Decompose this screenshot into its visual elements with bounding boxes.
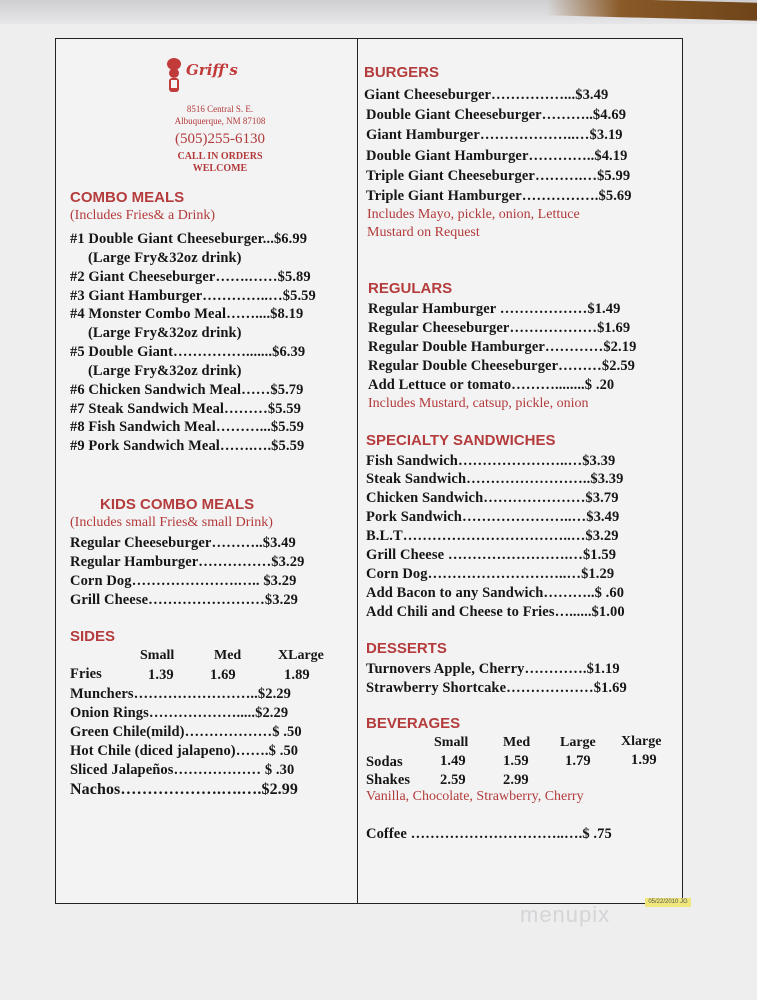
combo-item: #7 Steak Sandwich Meal………$5.59 — [70, 401, 301, 417]
phone-number: (505)255-6130 — [175, 131, 265, 147]
combo-item-note: (Large Fry&32oz drink) — [88, 325, 242, 341]
side-item: Onion Rings……………….....$2.29 — [70, 705, 289, 721]
specialty-item: Grill Cheese …………………….…$1.59 — [366, 547, 617, 563]
combo-item: #2 Giant Cheeseburger…….……$5.89 — [70, 269, 311, 285]
combo-item: #3 Giant Hamburger…………..…$5.59 — [70, 288, 316, 304]
shakes-med-price: 2.99 — [503, 772, 529, 788]
menu-sheet — [55, 38, 683, 904]
regular-item: Regular Hamburger ………………$1.49 — [368, 301, 621, 317]
call-in-line-1: CALL IN ORDERS — [177, 151, 263, 162]
chef-icon — [164, 57, 184, 97]
sides-size-xlarge: XLarge — [278, 648, 324, 663]
specialty-item: Steak Sandwich……………………..$3.39 — [366, 471, 624, 487]
combo-item: #8 Fish Sandwich Meal………...$5.59 — [70, 419, 305, 435]
shakes-label: Shakes — [366, 772, 411, 788]
sodas-small-price: 1.49 — [440, 753, 466, 769]
specialty-item: Add Chili and Cheese to Fries…......$1.00 — [366, 604, 625, 620]
address-line-1: 8516 Central S. E. — [186, 104, 254, 114]
beverages-title: BEVERAGES — [366, 715, 461, 732]
specialty-item: Chicken Sandwich…………………$3.79 — [366, 490, 619, 506]
sodas-large-price: 1.79 — [565, 753, 591, 769]
date-stamp: 05/22/2010 JG — [645, 898, 691, 907]
regulars-title: REGULARS — [368, 280, 453, 297]
column-divider — [357, 39, 358, 903]
burgers-note: Includes Mayo, pickle, onion, Lettuce — [367, 207, 580, 222]
regular-item: Add Lettuce or tomato………........$ .20 — [368, 377, 615, 393]
specialty-item: Pork Sandwich…………………..…$3.49 — [366, 509, 620, 525]
coffee-item: Coffee …………………………..….$ .75 — [366, 826, 612, 842]
combo-item: #5 Double Giant…………….......$6.39 — [70, 344, 306, 360]
burger-item: Giant Cheeseburger……………...$3.49 — [364, 87, 609, 103]
beverages-size-med: Med — [503, 735, 531, 750]
sodas-med-price: 1.59 — [503, 753, 529, 769]
sides-title: SIDES — [70, 628, 116, 645]
shake-flavors: Vanilla, Chocolate, Strawberry, Cherry — [366, 789, 584, 804]
burger-item: Triple Giant Cheeseburger……….…$5.99 — [366, 168, 631, 184]
burger-item: Double Giant Hamburger…………..$4.19 — [366, 148, 628, 164]
combo-item: #1 Double Giant Cheeseburger...$6.99 — [70, 231, 308, 247]
burger-item: Double Giant Cheeseburger………..$4.69 — [366, 107, 627, 123]
burger-item: Giant Hamburger………………..…$3.19 — [366, 127, 623, 143]
sides-size-med: Med — [214, 648, 242, 663]
griffs-logo — [164, 57, 264, 101]
combo-meals-title: COMBO MEALS — [70, 189, 185, 206]
address-line-2: Albuquerque, NM 87108 — [174, 116, 266, 126]
side-item: Hot Chile (diced jalapeno)…….$ .50 — [70, 743, 299, 759]
nachos-item: Nachos……………….….….$2.99 — [70, 781, 298, 798]
specialty-item: Add Bacon to any Sandwich………..$ .60 — [366, 585, 625, 601]
regulars-note: Includes Mustard, catsup, pickle, onion — [368, 396, 589, 411]
side-item: Green Chile(mild)………………$ .50 — [70, 724, 302, 740]
burgers-title: BURGERS — [364, 64, 440, 81]
regular-item: Regular Cheeseburger………………$1.69 — [368, 320, 631, 336]
shakes-small-price: 2.59 — [440, 772, 466, 788]
beverages-size-xlarge: Xlarge — [621, 734, 662, 749]
combo-item-note: (Large Fry&32oz drink) — [88, 250, 242, 266]
burgers-note-2: Mustard on Request — [367, 225, 480, 240]
dessert-item: Strawberry Shortcake………………$1.69 — [366, 680, 627, 696]
sodas-xlarge-price: 1.99 — [631, 752, 657, 768]
regular-item: Regular Double Cheeseburger………$2.59 — [368, 358, 636, 374]
kids-combo-note: (Includes small Fries& small Drink) — [70, 515, 273, 530]
desserts-title: DESSERTS — [366, 640, 447, 657]
combo-item: #6 Chicken Sandwich Meal……$5.79 — [70, 382, 304, 398]
kids-item: Regular Cheeseburger………..$3.49 — [70, 535, 296, 551]
combo-item: #4 Monster Combo Meal……....$8.19 — [70, 306, 304, 322]
kids-item: Corn Dog………………….….. $3.29 — [70, 573, 297, 589]
brand-name: Griff's — [186, 61, 238, 79]
specialty-item: Fish Sandwich…………………..…$3.39 — [366, 453, 616, 469]
kids-combo-title: KIDS COMBO MEALS — [100, 496, 255, 513]
specialty-item: Corn Dog………………………..…$1.29 — [366, 566, 615, 582]
fries-small-price: 1.39 — [148, 667, 174, 683]
specialty-item: B.L.T……………………………..…$3.29 — [366, 528, 619, 544]
fries-med-price: 1.69 — [210, 667, 236, 683]
sodas-label: Sodas — [366, 754, 403, 770]
dessert-item: Turnovers Apple, Cherry………….$1.19 — [366, 661, 620, 677]
fries-xlarge-price: 1.89 — [284, 667, 310, 683]
specialty-title: SPECIALTY SANDWICHES — [366, 432, 556, 449]
sides-size-small: Small — [140, 648, 175, 663]
kids-item: Regular Hamburger……………$3.29 — [70, 554, 305, 570]
side-item: Sliced Jalapeños……………… $ .30 — [70, 762, 295, 778]
combo-meals-note: (Includes Fries& a Drink) — [70, 208, 216, 223]
beverages-size-large: Large — [560, 735, 596, 750]
combo-item: #9 Pork Sandwich Meal…….….$5.59 — [70, 438, 305, 454]
watermark: menupix — [520, 902, 611, 927]
regular-item: Regular Double Hamburger…………$2.19 — [368, 339, 637, 355]
fries-label: Fries — [70, 666, 102, 682]
side-item: Munchers……………………..$2.29 — [70, 686, 292, 702]
beverages-size-small: Small — [434, 735, 469, 750]
kids-item: Grill Cheese……………………$3.29 — [70, 592, 299, 608]
burger-item: Triple Giant Hamburger…………….$5.69 — [366, 188, 632, 204]
call-in-line-2: WELCOME — [192, 163, 248, 174]
combo-item-note: (Large Fry&32oz drink) — [88, 363, 242, 379]
